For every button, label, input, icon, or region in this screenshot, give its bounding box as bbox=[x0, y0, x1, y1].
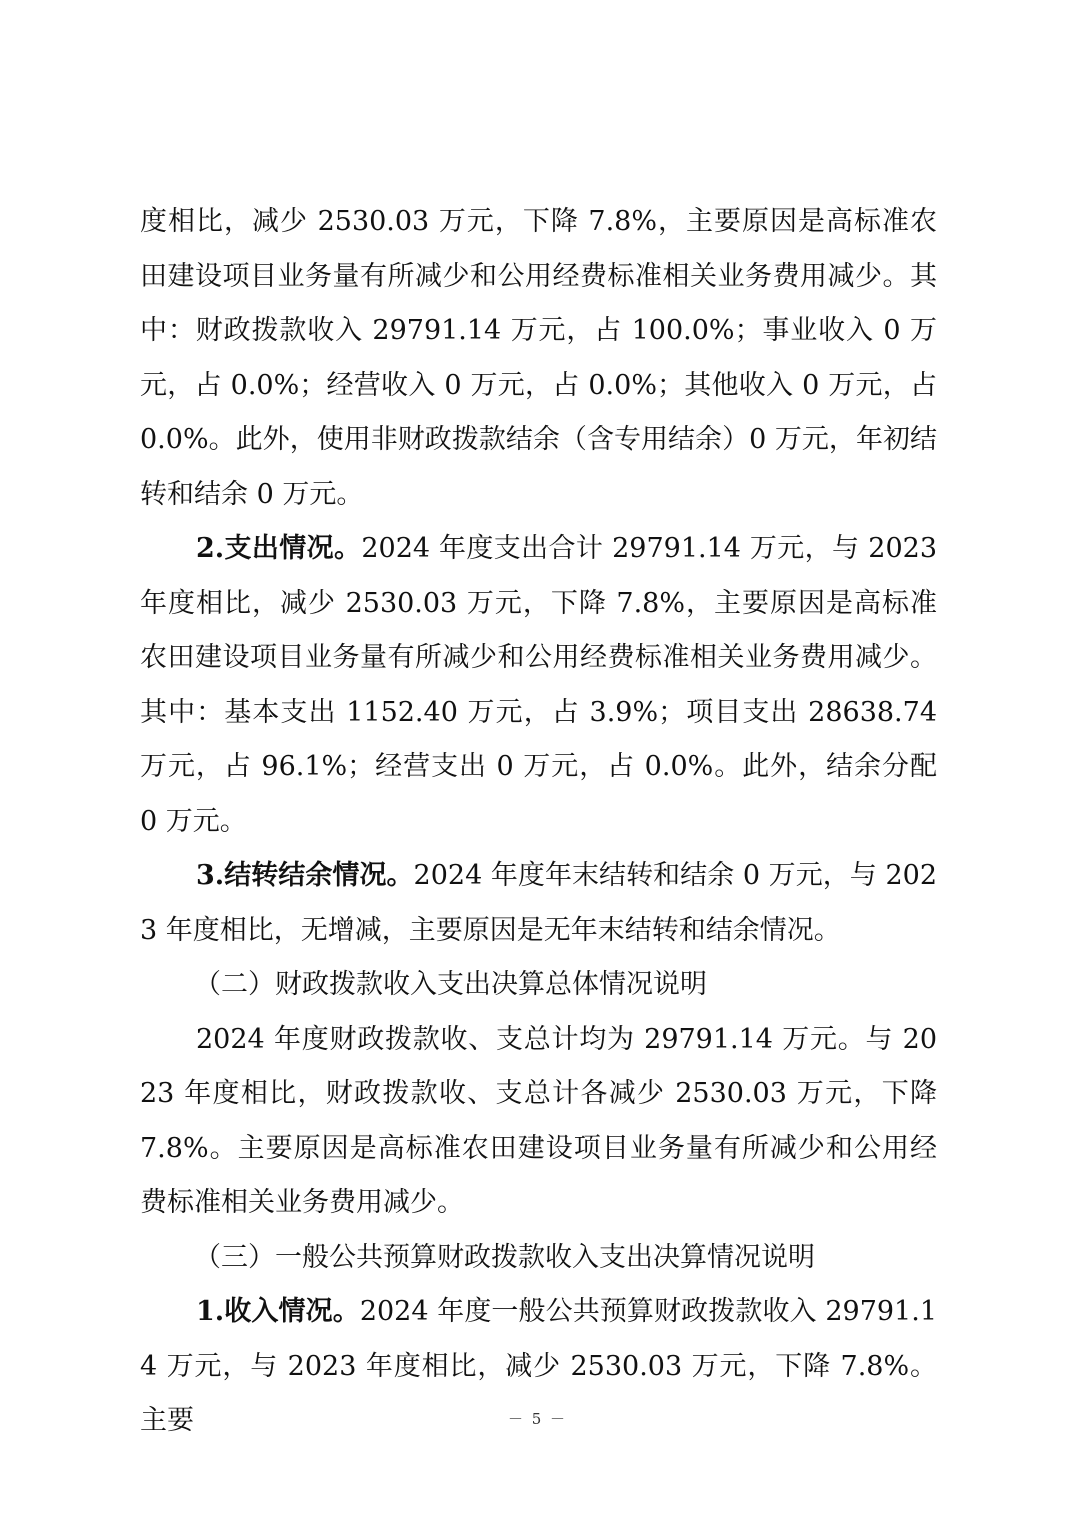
page-number: － 5 － bbox=[507, 1410, 568, 1428]
paragraph-text: 2024 年度年末结转和结余 0 万元，与 2023 年度相比，无增减，主要原因是无年末结转和结余情况。 bbox=[140, 860, 937, 946]
paragraph-lead-expenditure: 2.支出情况。 bbox=[196, 533, 362, 564]
section-heading-fiscal-overview: （二）财政拨款收入支出决算总体情况说明 bbox=[194, 969, 707, 1000]
paragraph-text: 度相比，减少 2530.03 万元，下降 7.8%，主要原因是高标准农田建设项目业务量有所减少和公用经费标准相关业务费用减少。其中：财政拨款收入 29791.14 万元，占 100.0%；事业收入 0 万元，占 0.0%；经营收入 0 万元，占 0.0%；其他收入 0 万元，占 0.0%。此外，使用非财政拨款结余（含专用结余）0 万元，年初结转和结余 0 万元。 bbox=[140, 206, 937, 510]
paragraph-lead-carryover: 3.结转结余情况。 bbox=[196, 860, 414, 891]
paragraph-carryover bbox=[140, 849, 937, 958]
paragraph-expenditure bbox=[140, 522, 937, 849]
paragraph-lead-income: 1.收入情况。 bbox=[196, 1296, 360, 1327]
paragraph-text: 2024 年度支出合计 29791.14 万元，与 2023 年度相比，减少 2530.03 万元，下降 7.8%，主要原因是高标准农田建设项目业务量有所减少和公用经费标准相关业务费用减少。其中：基本支出 1152.40 万元，占 3.9%；项目支出 28638.74 万元，占 96.1%；经营支出 0 万元，占 0.0%。此外，结余分配 0 万元。 bbox=[140, 533, 937, 837]
paragraph-fiscal-overview: 2024 年度财政拨款收、支总计均为 29791.14 万元。与 2023 年度相比，财政拨款收、支总计各减少 2530.03 万元，下降 7.8%。主要原因是高标准农田建设项目业务量有所减少和公用经费标准相关业务费用减少。 bbox=[140, 1023, 937, 1218]
section-heading-general-budget: （三）一般公共预算财政拨款收入支出决算情况说明 bbox=[194, 1241, 815, 1273]
document-body bbox=[140, 195, 937, 1449]
paragraph-text: 2024 年度一般公共预算财政拨款收入 29791.14 万元，与 2023 年度相比，减少 2530.03 万元，下降 7.8%。主要 bbox=[140, 1296, 938, 1436]
paragraph-income-continued bbox=[140, 195, 937, 522]
